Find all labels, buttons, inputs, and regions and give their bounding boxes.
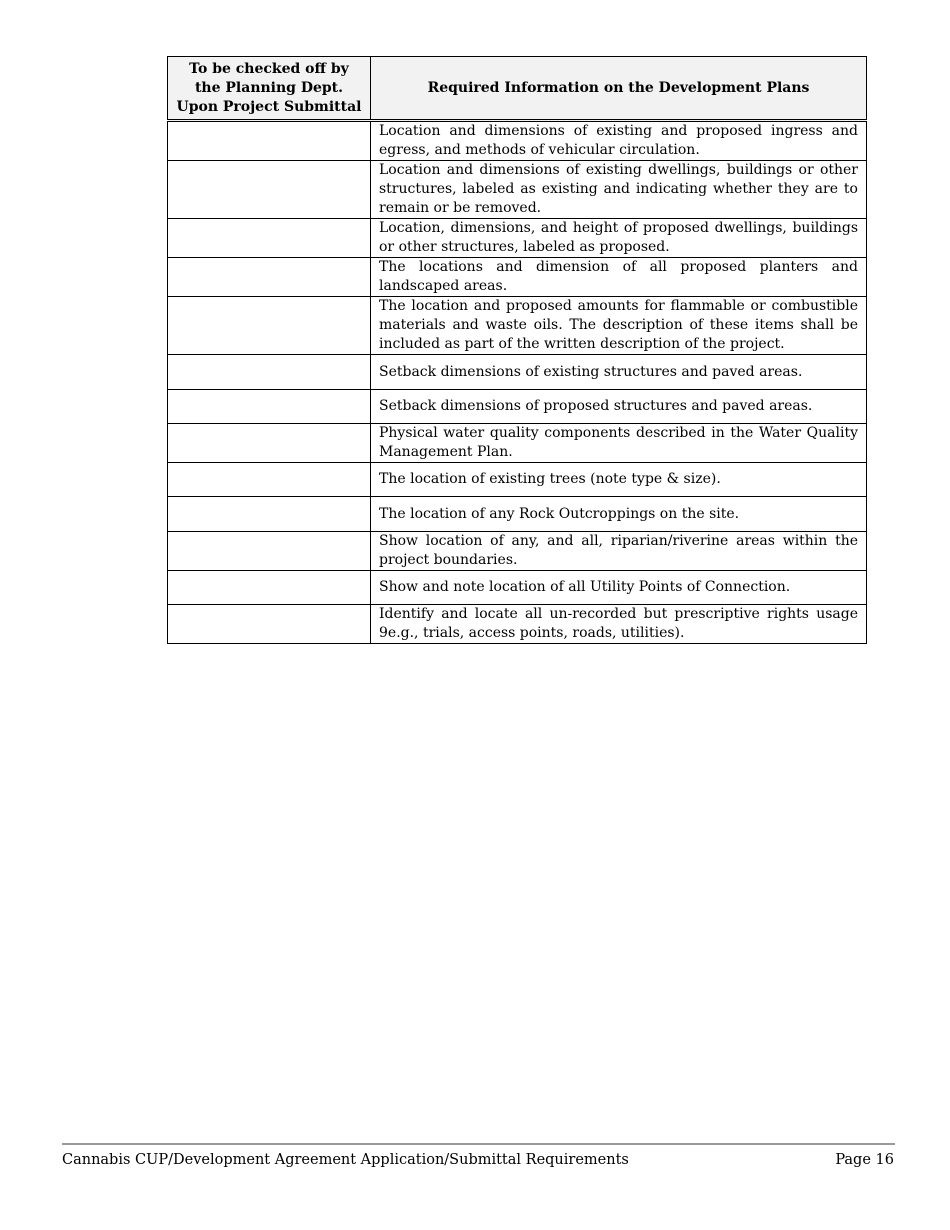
check-cell[interactable] [168, 297, 371, 355]
requirement-text: Show and note location of all Utility Points of Connection. [371, 571, 867, 605]
table-row [168, 121, 867, 161]
table-header-row [168, 57, 867, 121]
header-check: To be checked off by the Planning Dept. Upon Project Submittal [168, 57, 371, 121]
footer-title: Cannabis CUP/Development Agreement Application/Submittal Requirements [62, 1152, 629, 1168]
requirement-text: Location, dimensions, and height of proposed dwellings, buildings or other structures, labeled as proposed. [371, 219, 867, 258]
requirement-text: Physical water quality components described in the Water Quality Management Plan. [371, 424, 867, 463]
requirement-text: The location of existing trees (note type & size). [371, 463, 867, 497]
check-cell[interactable] [168, 571, 371, 605]
requirement-text: The location and proposed amounts for flammable or combustible materials and waste oils. The description of these items shall be included as part of the written description of the project. [371, 297, 867, 355]
table-row [168, 571, 867, 605]
check-cell[interactable] [168, 121, 371, 161]
header-info: Required Information on the Development Plans [371, 57, 867, 121]
check-cell[interactable] [168, 161, 371, 219]
requirement-text: Identify and locate all un-recorded but prescriptive rights usage 9e.g., trials, access points, roads, utilities). [371, 605, 867, 644]
table-row [168, 463, 867, 497]
requirements-table [167, 56, 867, 644]
check-cell[interactable] [168, 497, 371, 532]
check-cell[interactable] [168, 605, 371, 644]
requirement-text: The location of any Rock Outcroppings on the site. [371, 497, 867, 532]
check-cell[interactable] [168, 258, 371, 297]
table-row [168, 355, 867, 390]
table-row [168, 297, 867, 355]
table-row [168, 161, 867, 219]
requirement-text: The locations and dimension of all proposed planters and landscaped areas. [371, 258, 867, 297]
footer-divider [62, 1143, 895, 1145]
table-row [168, 219, 867, 258]
table-row [168, 258, 867, 297]
table-row [168, 390, 867, 424]
table-row [168, 424, 867, 463]
table-row [168, 532, 867, 571]
table-row [168, 605, 867, 644]
requirement-text: Location and dimensions of existing and proposed ingress and egress, and methods of vehicular circulation. [371, 121, 867, 161]
table-row [168, 497, 867, 532]
check-cell[interactable] [168, 463, 371, 497]
requirement-text: Setback dimensions of proposed structures and paved areas. [371, 390, 867, 424]
requirement-text: Location and dimensions of existing dwellings, buildings or other structures, labeled as existing and indicating whether they are to remain or be removed. [371, 161, 867, 219]
requirement-text: Setback dimensions of existing structures and paved areas. [371, 355, 867, 390]
check-cell[interactable] [168, 355, 371, 390]
check-cell[interactable] [168, 424, 371, 463]
check-cell[interactable] [168, 390, 371, 424]
check-cell[interactable] [168, 219, 371, 258]
check-cell[interactable] [168, 532, 371, 571]
requirement-text: Show location of any, and all, riparian/riverine areas within the project boundaries. [371, 532, 867, 571]
page-number: Page 16 [835, 1152, 894, 1168]
